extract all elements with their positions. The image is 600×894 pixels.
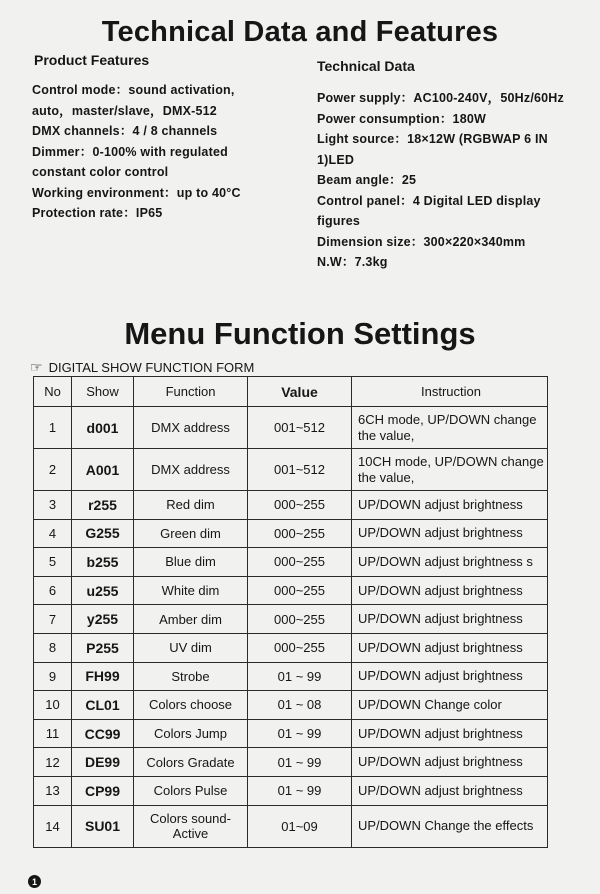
cell-value: 01 ~ 08 [248, 691, 352, 720]
product-features-section [32, 52, 302, 224]
cell-show: CC99 [72, 719, 134, 748]
cell-no: 7 [34, 605, 72, 634]
cell-show: u255 [72, 576, 134, 605]
table-row [34, 576, 548, 605]
cell-instruction: UP/DOWN adjust brightness [352, 776, 548, 805]
cell-value: 01 ~ 99 [248, 662, 352, 691]
cell-show: FH99 [72, 662, 134, 691]
cell-function: Strobe [134, 662, 248, 691]
feature-line: constant color control [32, 165, 169, 179]
table-row [34, 719, 548, 748]
cell-instruction: UP/DOWN adjust brightness [352, 662, 548, 691]
cell-function: White dim [134, 576, 248, 605]
table-row [34, 776, 548, 805]
table-body [34, 407, 548, 848]
cell-no: 14 [34, 805, 72, 847]
cell-show: d001 [72, 407, 134, 449]
cell-value: 000~255 [248, 633, 352, 662]
table-row [34, 805, 548, 847]
cell-function: Colors choose [134, 691, 248, 720]
cell-show: y255 [72, 605, 134, 634]
cell-no: 12 [34, 748, 72, 777]
cell-instruction: UP/DOWN adjust brightness s [352, 548, 548, 577]
cell-show: G255 [72, 519, 134, 548]
cell-show: r255 [72, 491, 134, 520]
cell-show: CL01 [72, 691, 134, 720]
spec-line: figures [317, 214, 361, 228]
cell-instruction: UP/DOWN Change the effects [352, 805, 548, 847]
cell-no: 8 [34, 633, 72, 662]
cell-no: 13 [34, 776, 72, 805]
cell-function: Green dim [134, 519, 248, 548]
cell-value: 000~255 [248, 576, 352, 605]
cell-no: 6 [34, 576, 72, 605]
spec-line: Power consumption：180W [317, 111, 487, 126]
cell-function: DMX address [134, 407, 248, 449]
spec-line: Light source：18×12W (RGBWAP 6 IN [317, 132, 548, 146]
cell-function: Colors Gradate [134, 748, 248, 777]
table-row [34, 519, 548, 548]
cell-instruction: 6CH mode, UP/DOWN change the value, [352, 407, 548, 449]
cell-instruction: UP/DOWN adjust brightness [352, 519, 548, 548]
cell-show: P255 [72, 633, 134, 662]
cell-instruction: UP/DOWN adjust brightness [352, 605, 548, 634]
cell-value: 001~512 [248, 449, 352, 491]
feature-line: Control mode：sound activation, [32, 83, 235, 97]
cell-function: Red dim [134, 491, 248, 520]
cell-no: 5 [34, 548, 72, 577]
table-row [34, 491, 548, 520]
menu-title: Menu Function Settings [124, 316, 476, 351]
table-row [34, 548, 548, 577]
cell-instruction: UP/DOWN adjust brightness [352, 719, 548, 748]
cell-value: 000~255 [248, 491, 352, 520]
cell-no: 10 [34, 691, 72, 720]
cell-function: Colors sound-Active [134, 805, 248, 847]
spec-line: 1)LED [317, 152, 355, 167]
header-show: Show [72, 377, 134, 407]
cell-function: Colors Pulse [134, 776, 248, 805]
features-title: Technical Data and Features [101, 16, 499, 48]
cell-function: UV dim [134, 633, 248, 662]
cell-function: DMX address [134, 449, 248, 491]
product-features-heading: Product Features [34, 52, 150, 68]
spec-line: Power supply：AC100-240V，50Hz/60Hz [317, 91, 564, 105]
header-no: No [34, 377, 72, 407]
page-number-badge: 1 [28, 875, 41, 888]
cell-instruction: UP/DOWN adjust brightness [352, 576, 548, 605]
cell-no: 9 [34, 662, 72, 691]
form-label-text: DIGITAL SHOW FUNCTION FORM [48, 360, 255, 375]
header-value: Value [248, 377, 352, 407]
cell-value: 01~09 [248, 805, 352, 847]
form-label [30, 359, 254, 376]
spec-line: N.W：7.3kg [317, 255, 388, 269]
spec-line: Beam angle：25 [317, 173, 417, 187]
feature-line: Dimmer：0-100% with regulated [32, 144, 228, 159]
table-row [34, 662, 548, 691]
cell-value: 01 ~ 99 [248, 748, 352, 777]
table-row [34, 449, 548, 491]
table-header-row [34, 377, 548, 407]
cell-function: Colors Jump [134, 719, 248, 748]
cell-show: b255 [72, 548, 134, 577]
technical-data-heading: Technical Data [317, 58, 415, 74]
cell-instruction: UP/DOWN adjust brightness [352, 491, 548, 520]
cell-show: DE99 [72, 748, 134, 777]
product-features-list [32, 80, 302, 224]
cell-instruction: UP/DOWN adjust brightness [352, 748, 548, 777]
header-instruction: Instruction [352, 377, 548, 407]
cell-value: 001~512 [248, 407, 352, 449]
technical-data-section [317, 52, 587, 273]
cell-instruction: UP/DOWN adjust brightness [352, 633, 548, 662]
table-row [34, 691, 548, 720]
function-table [33, 376, 548, 848]
table-row [34, 407, 548, 449]
cell-function: Blue dim [134, 548, 248, 577]
cell-value: 000~255 [248, 519, 352, 548]
feature-line: DMX channels：4 / 8 channels [32, 124, 218, 138]
cell-instruction: 10CH mode, UP/DOWN change the value, [352, 449, 548, 491]
table-row [34, 633, 548, 662]
table-row [34, 605, 548, 634]
header-function: Function [134, 377, 248, 407]
technical-data-list [317, 88, 587, 273]
cell-value: 01 ~ 99 [248, 719, 352, 748]
spec-line: Dimension size：300×220×340mm [317, 234, 526, 249]
cell-no: 2 [34, 449, 72, 491]
cell-show: CP99 [72, 776, 134, 805]
cell-value: 000~255 [248, 605, 352, 634]
spec-line: Control panel：4 Digital LED display [317, 193, 541, 208]
table-row [34, 748, 548, 777]
cell-no: 11 [34, 719, 72, 748]
feature-line: Working environment：up to 40°C [32, 185, 241, 200]
cell-value: 000~255 [248, 548, 352, 577]
pointing-hand-icon: ☞ [30, 359, 43, 375]
feature-line: auto，master/slave，DMX-512 [32, 103, 217, 118]
cell-function: Amber dim [134, 605, 248, 634]
cell-value: 01 ~ 99 [248, 776, 352, 805]
cell-no: 3 [34, 491, 72, 520]
cell-no: 4 [34, 519, 72, 548]
cell-show: SU01 [72, 805, 134, 847]
cell-show: A001 [72, 449, 134, 491]
cell-instruction: UP/DOWN Change color [352, 691, 548, 720]
cell-no: 1 [34, 407, 72, 449]
feature-line: Protection rate：IP65 [32, 206, 163, 220]
